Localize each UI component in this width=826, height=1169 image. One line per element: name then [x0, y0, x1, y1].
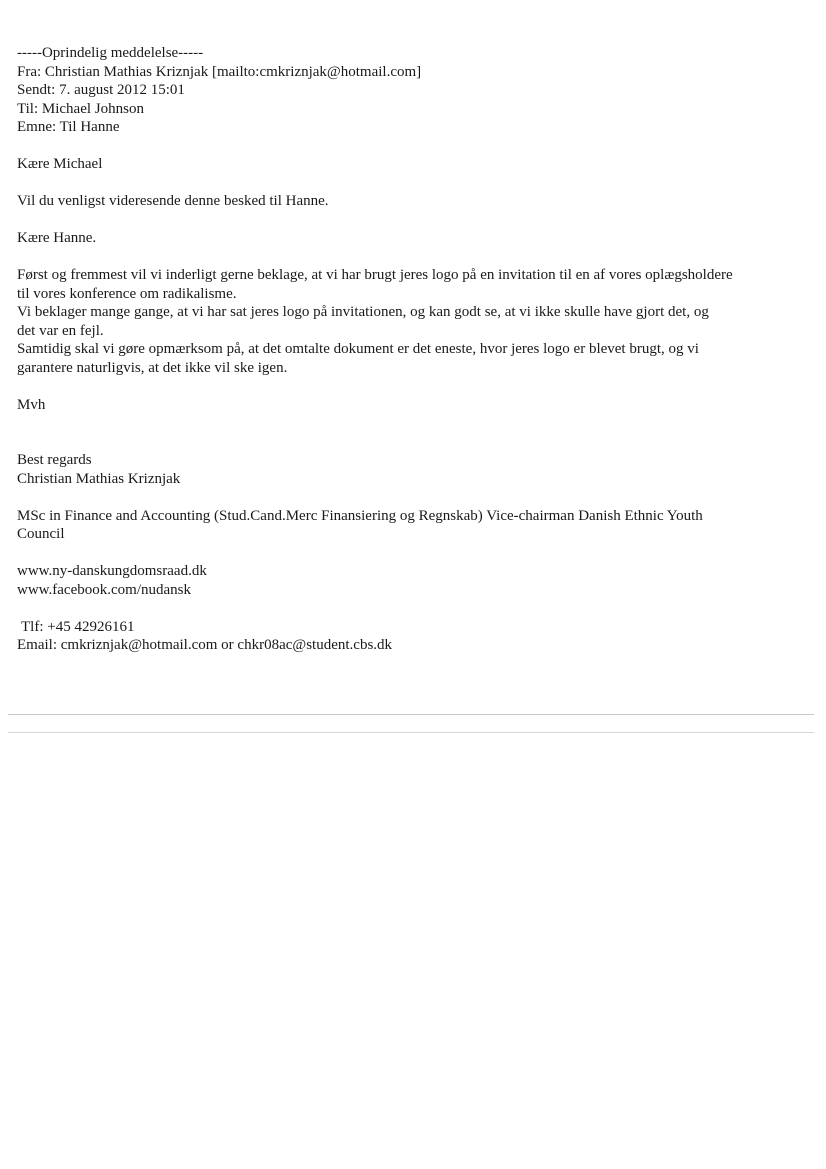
paragraph-line: Samtidig skal vi gøre opmærksom på, at det omtalte dokument er det eneste, hvor jeres logo er blevet brugt, og vi	[17, 341, 699, 357]
header-subject: Emne: Til Hanne	[17, 119, 120, 135]
greeting-hanne: Kære Hanne.	[17, 230, 97, 246]
signature-title-cont: Council	[17, 526, 65, 542]
paragraph-line: garantere naturligvis, at det ikke vil ske igen.	[17, 359, 288, 376]
page-divider-bottom	[8, 732, 814, 733]
original-message-separator: -----Oprindelig meddelelse-----	[17, 45, 204, 61]
email-printout	[17, 44, 777, 655]
closing-mvh: Mvh	[17, 396, 46, 413]
signature-closing: Best regards	[17, 452, 92, 468]
paragraph-line: Vi beklager mange gange, at vi har sat jeres logo på invitationen, og kan godt se, at vi ikke skulle have gjort det, og	[17, 304, 709, 320]
email-body	[17, 155, 777, 414]
signature-website-link[interactable]: www.ny-danskungdomsraad.dk	[17, 563, 207, 579]
greeting-michael: Kære Michael	[17, 156, 103, 172]
signature-title: MSc in Finance and Accounting (Stud.Cand.Merc Finansiering og Regnskab) Vice-chairman Danish Ethnic Youth	[17, 507, 703, 524]
apology-paragraph-2	[17, 303, 777, 340]
paragraph-line: det var en fejl.	[17, 322, 104, 339]
header-to: Til: Michael Johnson	[17, 100, 144, 117]
header-from: Fra: Christian Mathias Kriznjak [mailto:cmkriznjak@hotmail.com]	[17, 63, 422, 80]
paragraph-line: Først og fremmest vil vi inderligt gerne beklage, at vi har brugt jeres logo på en invitation til en af vores oplægsholdere	[17, 267, 733, 283]
apology-paragraph-3	[17, 340, 777, 377]
email-signature	[17, 451, 777, 655]
signature-facebook-link[interactable]: www.facebook.com/nudansk	[17, 581, 191, 598]
apology-paragraph-1	[17, 266, 777, 303]
signature-email: Email: cmkriznjak@hotmail.com or chkr08ac@student.cbs.dk	[17, 637, 393, 653]
header-sent: Sendt: 7. august 2012 15:01	[17, 82, 185, 98]
paragraph-line: til vores konference om radikalisme.	[17, 285, 237, 302]
forward-request: Vil du venligst videresende denne besked til Hanne.	[17, 193, 329, 209]
email-header	[17, 44, 777, 137]
signature-name: Christian Mathias Kriznjak	[17, 470, 181, 487]
page-divider-top	[8, 714, 814, 715]
signature-phone: Tlf: +45 42926161	[21, 618, 135, 635]
